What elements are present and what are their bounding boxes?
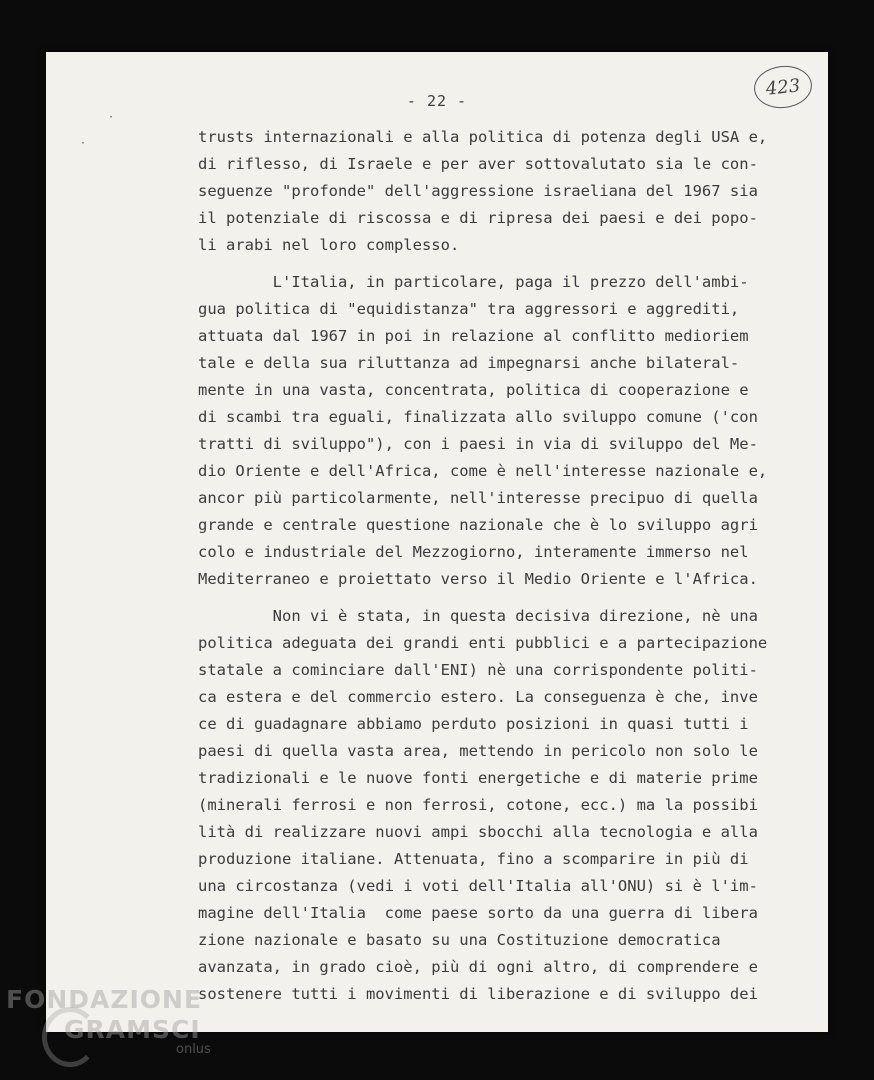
body-text (198, 124, 818, 1008)
text-line: il potenziale di riscossa e di ripresa dei paesi e dei popo- (198, 209, 758, 227)
text-line: politica adeguata dei grandi enti pubblici e a partecipazione (198, 634, 768, 652)
text-line: L'Italia, in particolare, paga il prezzo dell'ambi- (198, 273, 749, 291)
text-line: mente in una vasta, concentrata, politica di cooperazione e (198, 381, 749, 399)
text-line: (minerali ferrosi e non ferrosi, cotone, ecc.) ma la possibi (198, 796, 758, 814)
watermark-line2: GRAMSCI (64, 1015, 201, 1044)
text-line: ca estera e del commercio estero. La conseguenza è che, inve (198, 688, 758, 706)
text-line: magine dell'Italia come paese sorto da una guerra di libera (198, 904, 758, 922)
text-line: trusts internazionali e alla politica di potenza degli USA e, (198, 128, 768, 146)
text-line: paesi di quella vasta area, mettendo in pericolo non solo le (198, 742, 758, 760)
text-line: lità di realizzare nuovi ampi sbocchi alla tecnologia e alla (198, 823, 758, 841)
text-line: di riflesso, di Israele e per aver sottovalutato sia le con- (198, 155, 758, 173)
watermark-line3: onlus (176, 1042, 211, 1057)
text-line: dio Oriente e dell'Africa, come è nell'interesse nazionale e, (198, 462, 768, 480)
text-line: tradizionali e le nuove fonti energetiche e di materie prime (198, 769, 758, 787)
stray-mark: · (108, 112, 115, 123)
text-line: attuata dal 1967 in poi in relazione al conflitto medioriem (198, 327, 749, 345)
text-line: gua politica di "equidistanza" tra aggressori e aggrediti, (198, 300, 740, 318)
watermark-logo (6, 985, 211, 1057)
text-line: ce di guadagnare abbiamo perduto posizioni in quasi tutti i (198, 715, 749, 733)
text-line: seguenze "profonde" dell'aggressione israeliana del 1967 sia (198, 182, 758, 200)
text-line: grande e centrale questione nazionale che è lo sviluppo agri (198, 516, 758, 534)
page-number: - 22 - (406, 92, 468, 110)
text-line: sostenere tutti i movimenti di liberazione e di sviluppo dei (198, 985, 758, 1003)
swoosh-icon (42, 1007, 98, 1067)
text-line: Mediterraneo e proiettato verso il Medio Oriente e l'Africa. (198, 570, 758, 588)
document-page (46, 52, 828, 1032)
text-line: tale e della sua riluttanza ad impegnarsi anche bilateral- (198, 354, 740, 372)
text-line: statale a cominciare dall'ENI) nè una corrispondente politi- (198, 661, 758, 679)
text-line: zione nazionale e basato su una Costituzione democratica (198, 931, 721, 949)
text-line: avanzata, in grado cioè, più di ogni altro, di comprendere e (198, 958, 758, 976)
text-line: li arabi nel loro complesso. (198, 236, 460, 254)
text-line: colo e industriale del Mezzogiorno, interamente immerso nel (198, 543, 749, 561)
text-line: di scambi tra eguali, finalizzata allo sviluppo comune ('con (198, 408, 758, 426)
text-line: tratti di sviluppo"), con i paesi in via di sviluppo del Me- (198, 435, 758, 453)
stray-mark: · (80, 138, 87, 149)
text-line: produzione italiane. Attenuata, fino a scomparire in più di (198, 850, 749, 868)
text-line: ancor più particolarmente, nell'interesse precipuo di quella (198, 489, 758, 507)
text-line: una circostanza (vedi i voti dell'Italia all'ONU) si è l'im- (198, 877, 758, 895)
watermark-line1: FONDAZIONE (6, 985, 203, 1014)
archive-number-stamp: 423 (752, 63, 814, 111)
text-line: Non vi è stata, in questa decisiva direzione, nè una (198, 607, 758, 625)
